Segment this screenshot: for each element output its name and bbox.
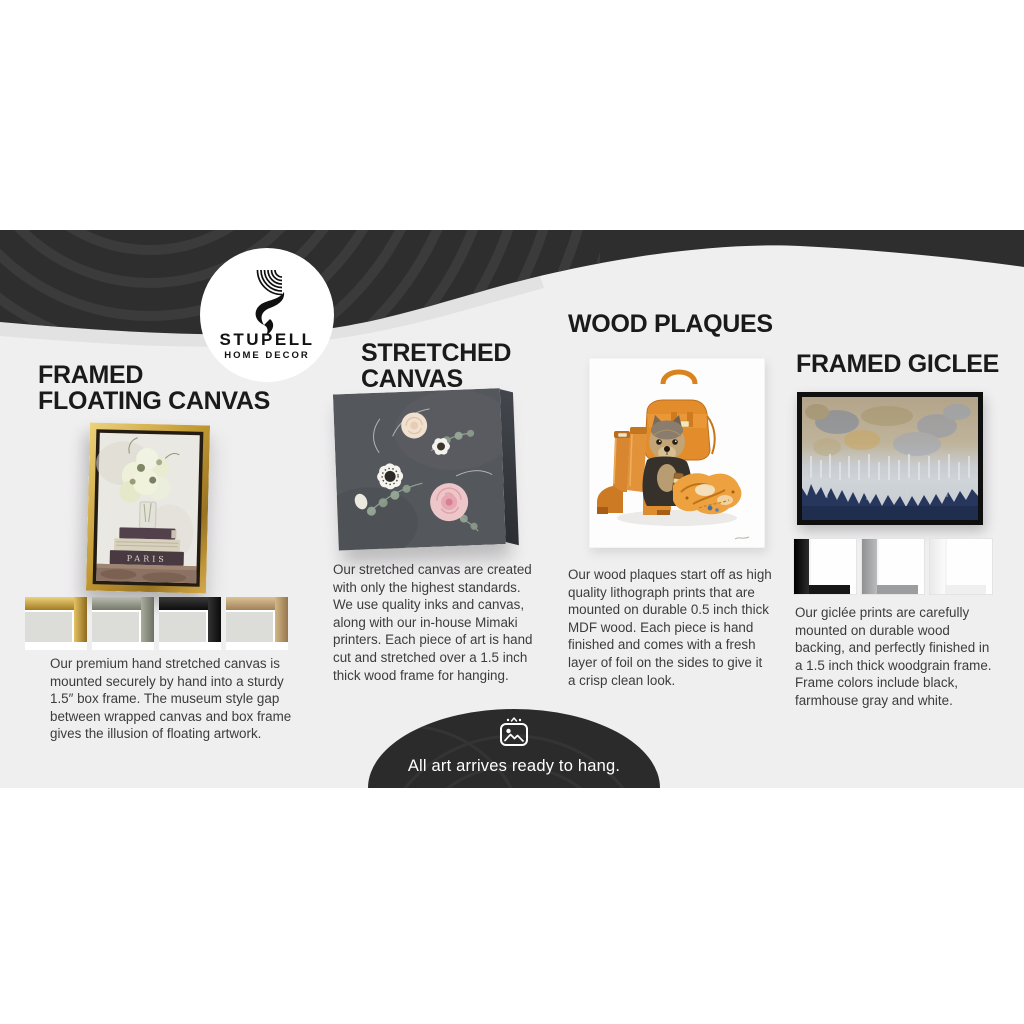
frame-swatch-gold [25, 597, 87, 650]
title-line: FLOATING CANVAS [38, 387, 271, 415]
giclee-swatch-farmhouse-gray [861, 538, 925, 595]
title-line: WOOD PLAQUES [568, 310, 773, 338]
frame-swatch-silver [92, 597, 154, 650]
title-line: FRAMED GICLEE [796, 350, 1000, 378]
frame-swatch-black [159, 597, 221, 650]
section-title-stretched-canvas [361, 340, 511, 392]
section-description-framed-floating-canvas: Our premium hand stretched canvas is mounted securely by hand into a sturdy 1.5″ box frame. The museum style gap between wrapped canvas and box frame gives the illusion of floating artwork. [50, 656, 292, 742]
frame-swatch-champagne [226, 597, 288, 650]
footer-banner [366, 706, 662, 788]
paris-book-label: PARIS [126, 553, 167, 564]
framed-giclee-image [797, 392, 983, 525]
giclee-swatch-white [929, 538, 993, 595]
book-stack [110, 527, 185, 566]
section-title-framed-giclee [796, 351, 999, 377]
floating-canvas-artwork [86, 423, 210, 594]
brand-tagline: HOME DECOR [224, 350, 310, 361]
brand-name: STUPELL [219, 330, 315, 349]
title-line: FRAMED [38, 361, 144, 389]
top-swoosh-band [0, 230, 1024, 370]
title-line: STRETCHED [361, 339, 512, 367]
framed-giclee-artwork [797, 392, 983, 525]
stretched-canvas-image [333, 388, 521, 559]
glass-vase [140, 502, 157, 528]
s-ribbon-logo-icon [235, 256, 299, 336]
section-description-wood-plaques: Our wood plaques start off as high quality lithograph prints that are mounted on durable 0.5 inch thick MDF wood. Each piece is hand finished and comes with a fresh layer of foil on the sides to give it a crisp clean look. [568, 567, 772, 688]
frame-color-swatches [25, 597, 288, 650]
section-description-stretched-canvas: Our stretched canvas are created with only the highest standards. We use quality inks and canvas, along with our in-house Mimaki printers. Each piece of art is hand cut and stretched over a 1.5 inch thick wood frame for hanging. [333, 562, 533, 683]
wood-plaque-image [589, 358, 765, 548]
footer-message: All art arrives ready to hang. [407, 757, 621, 775]
title-line: CANVAS [361, 365, 463, 393]
wood-plaque-artwork [589, 358, 765, 548]
framed-art-icon [494, 717, 534, 753]
giclee-swatch-black [793, 538, 857, 595]
brand-logo [200, 248, 334, 382]
section-description-framed-giclee: Our giclée prints are carefully mounted on durable wood backing, and perfectly finished in a 1.5 inch thick woodgrain frame. Frame colors include black, farmhouse gray and white. [795, 605, 992, 708]
section-title-wood-plaques [568, 311, 773, 337]
stretched-canvas-artwork [333, 388, 506, 550]
framed-floating-canvas-image [86, 423, 210, 594]
giclee-frame-swatches [793, 538, 993, 595]
